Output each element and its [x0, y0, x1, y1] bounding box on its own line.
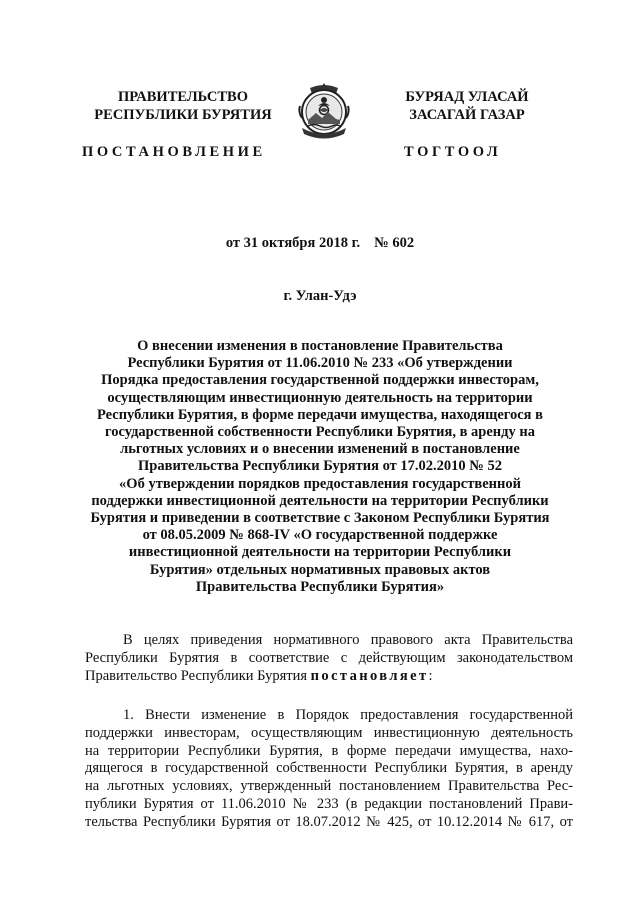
- title-line: осуществляющим инвестиционную деятельность на территории: [107, 389, 533, 406]
- preamble-colon: :: [428, 667, 433, 684]
- preamble-subject: Правительство Республики Бурятия: [85, 667, 311, 684]
- header-left-line2: РЕСПУБЛИКИ БУРЯТИЯ: [94, 107, 272, 123]
- title-line: «Об утверждении порядков предоставления государственной: [119, 475, 521, 492]
- title-line: от 08.05.2009 № 868-IV «О государственной поддержке: [142, 527, 498, 544]
- item-line: на льготных условиях, утвержденный постановлением Правительства Рес-: [85, 778, 573, 795]
- preamble-line: Республики Бурятия в соответствие с действующим законодательством: [85, 649, 573, 666]
- title-line: государственной собственности Республики Бурятия, в аренду на: [105, 424, 535, 441]
- header-left-authority: [78, 88, 288, 124]
- header-left-line1: ПРАВИТЕЛЬСТВО: [118, 89, 248, 105]
- header-right-line1: БУРЯАД УЛАСАЙ: [405, 89, 529, 105]
- title-line: поддержки инвестиционной деятельности на территории Республики: [91, 492, 549, 509]
- title-line: Правительства Республики Бурятия от 17.02.2010 № 52: [138, 458, 502, 475]
- title-line: льготных условиях и о внесении изменений в постановление: [120, 441, 520, 458]
- item-line: 1. Внести изменение в Порядок предоставления государственной: [123, 707, 573, 723]
- header-right-authority: [372, 88, 562, 124]
- title-line: О внесении изменения в постановление Правительства: [137, 338, 503, 354]
- item-line: публики Бурятия от 11.06.2010 № 233 (в редакции постановлений Прави-: [85, 795, 573, 812]
- title-line: Республики Бурятия, в форме передачи имущества, находящегося в: [96, 406, 543, 423]
- coat-of-arms-icon: [296, 80, 352, 144]
- item-1-paragraph: [85, 707, 573, 832]
- city: г. Улан-Удэ: [283, 288, 357, 304]
- document-number: № 602: [374, 235, 415, 251]
- item-line: тельства Республики Бурятия от 18.07.2012 № 425, от 10.12.2014 № 617, от: [85, 813, 573, 830]
- title-line: Республики Бурятия от 11.06.2010 № 233 «Об утверждении: [127, 355, 513, 372]
- title-line: Бурятия» отдельных нормативных правовых актов: [149, 561, 491, 578]
- title-line: Порядка предоставления государственной поддержки инвесторам,: [101, 372, 539, 389]
- preamble-line: [85, 668, 433, 684]
- title-line: Бурятия и приведении в соответствие с Законом Республики Бурятия: [90, 510, 550, 527]
- doc-type-right: ТОГТООЛ: [404, 144, 502, 160]
- title-line: инвестиционной деятельности на территории Республики: [128, 544, 512, 561]
- date-number-line: [0, 235, 640, 252]
- item-line: на территории Республики Бурятия, в форме передачи имущества, нахо-: [85, 742, 573, 759]
- document-date: от 31 октября 2018 г.: [225, 235, 361, 251]
- title-line: Правительства Республики Бурятия»: [195, 578, 445, 595]
- preamble-paragraph: [85, 632, 573, 685]
- preamble-verb: постановляет: [310, 667, 429, 684]
- document-title: [70, 338, 570, 596]
- header-right-line2: ЗАСАГАЙ ГАЗАР: [409, 107, 525, 123]
- preamble-line: В целях приведения нормативного правового акта Правительства: [123, 632, 573, 648]
- item-line: поддержки инвесторам, осуществляющим инвестиционную деятельность: [85, 724, 573, 741]
- doc-type-left: ПОСТАНОВЛЕНИЕ: [82, 144, 266, 160]
- item-line: дящегося в государственной собственности Республики Бурятия, в аренду: [85, 760, 573, 777]
